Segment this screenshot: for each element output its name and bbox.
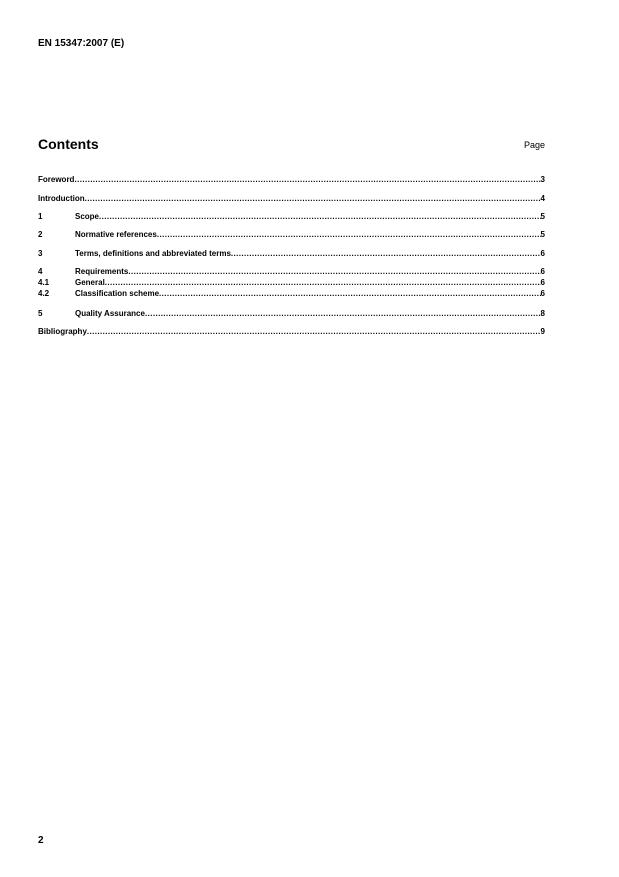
toc-entry-classification-scheme[interactable] bbox=[38, 289, 545, 299]
toc-entry-scope[interactable] bbox=[38, 212, 545, 222]
toc-entry-title: General bbox=[75, 278, 105, 287]
toc-entry-page: 5 bbox=[540, 230, 545, 239]
toc-dot-leader bbox=[85, 194, 541, 204]
toc-entry-introduction[interactable] bbox=[38, 194, 545, 204]
toc-entry-title: Requirements bbox=[75, 267, 129, 276]
toc-entry-page: 4 bbox=[540, 194, 545, 203]
toc-entry-page: 6 bbox=[540, 289, 545, 298]
toc-dot-leader bbox=[231, 249, 541, 259]
toc-entry-page: 8 bbox=[540, 309, 545, 318]
toc-dot-leader bbox=[159, 289, 541, 299]
toc-entry-requirements[interactable] bbox=[38, 267, 545, 277]
toc-entry-title: Terms, definitions and abbreviated terms bbox=[75, 249, 231, 258]
toc-entry-quality-assurance[interactable] bbox=[38, 309, 545, 319]
toc-entry-page: 3 bbox=[540, 175, 545, 184]
toc-dot-leader bbox=[87, 327, 541, 337]
table-of-contents bbox=[38, 0, 545, 877]
toc-entry-number: 2 bbox=[38, 230, 43, 239]
toc-dot-leader bbox=[99, 212, 541, 222]
toc-entry-page: 9 bbox=[540, 327, 545, 336]
toc-entry-title: Normative references bbox=[75, 230, 157, 239]
toc-entry-foreword[interactable] bbox=[38, 175, 545, 185]
toc-entry-terms-definitions[interactable] bbox=[38, 249, 545, 259]
toc-entry-title: Foreword bbox=[38, 175, 75, 184]
toc-dot-leader bbox=[128, 267, 540, 277]
toc-dot-leader bbox=[74, 175, 540, 185]
toc-entry-title: Introduction bbox=[38, 194, 85, 203]
toc-dot-leader bbox=[105, 278, 541, 288]
toc-entry-number: 4.1 bbox=[38, 278, 50, 287]
page-number: 2 bbox=[38, 835, 44, 846]
toc-entry-title: Bibliography bbox=[38, 327, 87, 336]
toc-entry-page: 5 bbox=[540, 212, 545, 221]
document-code: EN 15347:2007 (E) bbox=[38, 38, 125, 49]
toc-dot-leader bbox=[157, 230, 541, 240]
contents-heading: Contents bbox=[38, 136, 99, 152]
toc-entry-number: 4.2 bbox=[38, 289, 50, 298]
toc-entry-normative-references[interactable] bbox=[38, 230, 545, 240]
toc-entry-number: 3 bbox=[38, 249, 43, 258]
toc-entry-page: 6 bbox=[540, 267, 545, 276]
page-column-heading: Page bbox=[523, 140, 545, 150]
toc-entry-number: 1 bbox=[38, 212, 43, 221]
toc-entry-general[interactable] bbox=[38, 278, 545, 288]
toc-entry-title: Scope bbox=[75, 212, 100, 221]
toc-entry-bibliography[interactable] bbox=[38, 327, 545, 337]
toc-entry-title: Quality Assurance bbox=[75, 309, 145, 318]
toc-entry-page: 6 bbox=[540, 278, 545, 287]
toc-entry-number: 4 bbox=[38, 267, 43, 276]
toc-entry-number: 5 bbox=[38, 309, 43, 318]
toc-entry-title: Classification scheme bbox=[75, 289, 160, 298]
toc-entry-page: 6 bbox=[540, 249, 545, 258]
toc-dot-leader bbox=[145, 309, 541, 319]
